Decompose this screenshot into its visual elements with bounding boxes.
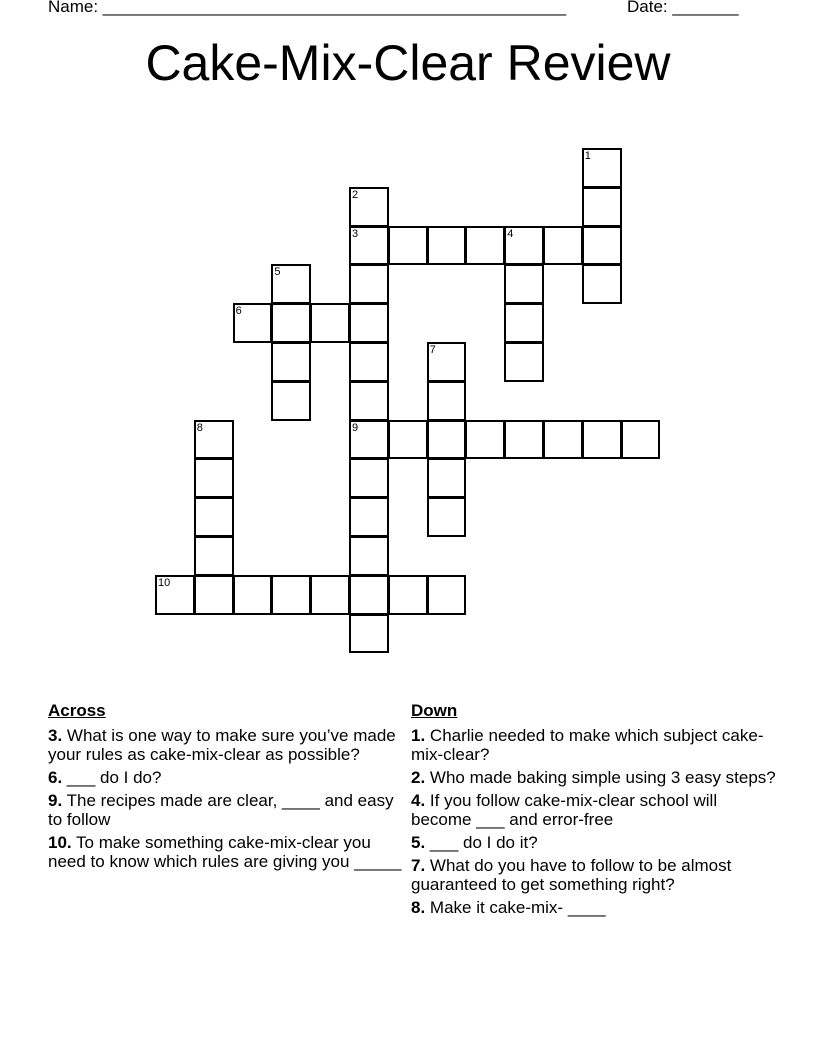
grid-cell[interactable]: [582, 420, 622, 460]
grid-cell[interactable]: [465, 420, 505, 460]
clue-across-10: [48, 833, 408, 871]
clue-text: Who made baking simple using 3 easy steps?: [425, 768, 776, 787]
grid-cell[interactable]: [233, 575, 273, 615]
clue-number: 1.: [411, 726, 426, 745]
name-field-label: Name: _________________________________________________: [48, 0, 567, 16]
cell-number: 1: [584, 150, 591, 162]
grid-cell[interactable]: [427, 497, 467, 537]
grid-cell[interactable]: [582, 187, 622, 227]
grid-cell[interactable]: [582, 148, 622, 188]
grid-cell[interactable]: [271, 575, 311, 615]
cell-number: 2: [352, 188, 359, 201]
clue-text: What is one way to make sure you’ve made your rules as cake-mix-clear as possible?: [48, 726, 396, 764]
grid-cell[interactable]: [582, 264, 622, 304]
grid-cell[interactable]: [233, 303, 273, 343]
cell-number: 9: [352, 421, 359, 434]
clue-text: Charlie needed to make which subject cake-mix-clear?: [411, 726, 764, 764]
page-title: Cake-Mix-Clear Review: [145, 35, 671, 91]
clue-number: 6.: [48, 768, 63, 787]
grid-cell[interactable]: [194, 420, 234, 460]
clue-down-8: [411, 898, 781, 917]
grid-cell[interactable]: [349, 381, 389, 421]
grid-cell[interactable]: [427, 575, 467, 615]
crossword-grid: [156, 149, 676, 659]
clue-number: 5.: [411, 833, 426, 852]
grid-cell[interactable]: [349, 575, 389, 615]
grid-cell[interactable]: [582, 226, 622, 266]
clue-number: 3.: [48, 726, 63, 745]
clue-text: What do you have to follow to be almost guaranteed to get something right?: [411, 856, 732, 894]
grid-cell[interactable]: [504, 264, 544, 304]
clue-number: 2.: [411, 768, 426, 787]
clue-down-1: [411, 726, 781, 764]
clue-across-3: [48, 726, 408, 764]
cell-number: 8: [196, 421, 203, 434]
grid-cell[interactable]: [543, 420, 583, 460]
cell-number: 6: [235, 305, 242, 318]
grid-cell[interactable]: [349, 420, 389, 460]
grid-cell[interactable]: [349, 264, 389, 304]
clue-text: The recipes made are clear, ____ and easy to follow: [48, 791, 394, 829]
grid-cell[interactable]: [349, 458, 389, 498]
clue-text: ___ do I do?: [62, 768, 162, 787]
grid-cell[interactable]: [194, 497, 234, 537]
clue-across-9: [48, 791, 408, 829]
grid-cell[interactable]: [271, 264, 311, 304]
across-heading: Across: [48, 701, 106, 720]
grid-cell[interactable]: [155, 575, 195, 615]
grid-cell[interactable]: [349, 614, 389, 654]
cell-number: 3: [352, 227, 359, 240]
grid-cell[interactable]: [271, 303, 311, 343]
grid-cell[interactable]: [388, 420, 428, 460]
clue-text: ___ do I do it?: [425, 833, 538, 852]
clue-across-6: [48, 768, 408, 787]
down-clues: [411, 700, 781, 921]
grid-cell[interactable]: [427, 342, 467, 382]
across-clues: [48, 700, 408, 875]
clue-number: 9.: [48, 791, 63, 810]
grid-cell[interactable]: [621, 420, 661, 460]
clue-number: 10.: [48, 833, 72, 852]
cell-number: 7: [429, 344, 436, 356]
grid-cell[interactable]: [349, 187, 389, 227]
clue-number: 8.: [411, 898, 426, 917]
grid-cell[interactable]: [388, 575, 428, 615]
grid-cell[interactable]: [427, 381, 467, 421]
clue-down-4: [411, 791, 781, 829]
grid-cell[interactable]: [504, 420, 544, 460]
grid-cell[interactable]: [504, 303, 544, 343]
grid-cell[interactable]: [271, 342, 311, 382]
grid-cell[interactable]: [271, 381, 311, 421]
cell-number: 4: [507, 227, 514, 240]
grid-cell[interactable]: [427, 420, 467, 460]
grid-cell[interactable]: [194, 575, 234, 615]
down-heading: Down: [411, 701, 458, 720]
clue-text: To make something cake-mix-clear you need to know which rules are giving you _____: [48, 833, 402, 871]
grid-cell[interactable]: [349, 303, 389, 343]
grid-cell[interactable]: [349, 497, 389, 537]
grid-cell[interactable]: [465, 226, 505, 266]
grid-cell[interactable]: [310, 575, 350, 615]
grid-cell[interactable]: [388, 226, 428, 266]
grid-cell[interactable]: [310, 303, 350, 343]
grid-cell[interactable]: [349, 226, 389, 266]
date-field-label: Date: _______: [627, 0, 739, 16]
grid-cell[interactable]: [349, 536, 389, 576]
clue-text: Make it cake-mix- ____: [425, 898, 606, 917]
grid-cell[interactable]: [349, 342, 389, 382]
grid-cell[interactable]: [194, 458, 234, 498]
grid-cell[interactable]: [427, 458, 467, 498]
clue-down-2: [411, 768, 781, 787]
clue-down-7: [411, 856, 781, 894]
grid-cell[interactable]: [427, 226, 467, 266]
clue-number: 4.: [411, 791, 426, 810]
cell-number: 5: [274, 266, 281, 279]
grid-cell[interactable]: [504, 342, 544, 382]
grid-cell[interactable]: [543, 226, 583, 266]
clue-text: If you follow cake-mix-clear school will become ___ and error-free: [411, 791, 718, 829]
grid-cell[interactable]: [504, 226, 544, 266]
grid-cell[interactable]: [194, 536, 234, 576]
cell-number: 10: [158, 576, 171, 589]
clue-number: 7.: [411, 856, 426, 875]
clue-down-5: [411, 833, 781, 852]
